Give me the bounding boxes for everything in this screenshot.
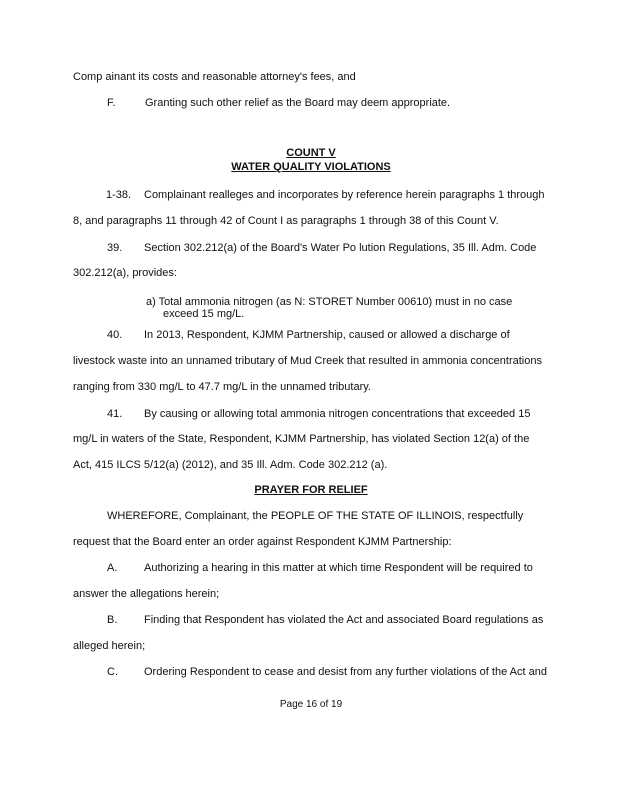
paragraph-number: 39. — [107, 242, 123, 254]
paragraph-text: Complainant realleges and incorporates by reference herein paragraphs 1 through — [144, 189, 545, 201]
body-line: 302.212(a), provides: — [73, 267, 177, 279]
body-line: ranging from 330 mg/L to 47.7 mg/L in the unnamed tributary. — [73, 381, 371, 393]
body-line: mg/L in waters of the State, Respondent, KJMM Partnership, has violated Section 12(a) of the — [73, 433, 530, 445]
count-subtitle: WATER QUALITY VIOLATIONS — [231, 161, 391, 173]
paragraph-number: 1-38. — [106, 189, 132, 201]
quoted-regulation: a) Total ammonia nitrogen (as N: STORET Number 00610) must in no case — [146, 296, 513, 308]
item-text: Granting such other relief as the Board may deem appropriate. — [145, 97, 451, 109]
item-text: Authorizing a hearing in this matter at which time Respondent will be required to — [144, 562, 533, 574]
paragraph-text: In 2013, Respondent, KJMM Partnership, caused or allowed a discharge of — [144, 329, 510, 341]
body-line: alleged herein; — [73, 640, 146, 652]
paragraph-number: 40. — [107, 329, 123, 341]
body-line: 8, and paragraphs 11 through 42 of Count I as paragraphs 1 through 38 of this Count V. — [73, 215, 499, 227]
body-line: Act, 415 ILCS 5/12(a) (2012), and 35 Ill. Adm. Code 302.212 (a). — [73, 459, 388, 471]
body-line: answer the allegations herein; — [73, 588, 220, 600]
body-line: livestock waste into an unnamed tributary of Mud Creek that resulted in ammonia concentrations — [73, 355, 542, 367]
body-line: Comp ainant its costs and reasonable attorney's fees, and — [73, 71, 356, 83]
paragraph-number: 41. — [107, 408, 123, 420]
prayer-heading: PRAYER FOR RELIEF — [254, 484, 368, 496]
item-label: F. — [107, 97, 116, 109]
item-text: Ordering Respondent to cease and desist from any further violations of the Act and — [144, 666, 547, 678]
quoted-regulation: exceed 15 mg/L. — [163, 308, 245, 320]
item-label: A. — [107, 562, 118, 574]
body-line: WHEREFORE, Complainant, the PEOPLE OF THE STATE OF ILLINOIS, respectfully — [107, 510, 524, 522]
paragraph-text: Section 302.212(a) of the Board's Water Po lution Regulations, 35 Ill. Adm. Code — [144, 242, 537, 254]
item-text: Finding that Respondent has violated the Act and associated Board regulations as — [144, 614, 544, 626]
item-label: C. — [107, 666, 118, 678]
page-number: Page 16 of 19 — [279, 699, 343, 710]
paragraph-text: By causing or allowing total ammonia nitrogen concentrations that exceeded 15 — [144, 408, 531, 420]
body-line: request that the Board enter an order against Respondent KJMM Partnership: — [73, 536, 452, 548]
item-label: B. — [107, 614, 118, 626]
count-heading: COUNT V — [286, 147, 336, 159]
